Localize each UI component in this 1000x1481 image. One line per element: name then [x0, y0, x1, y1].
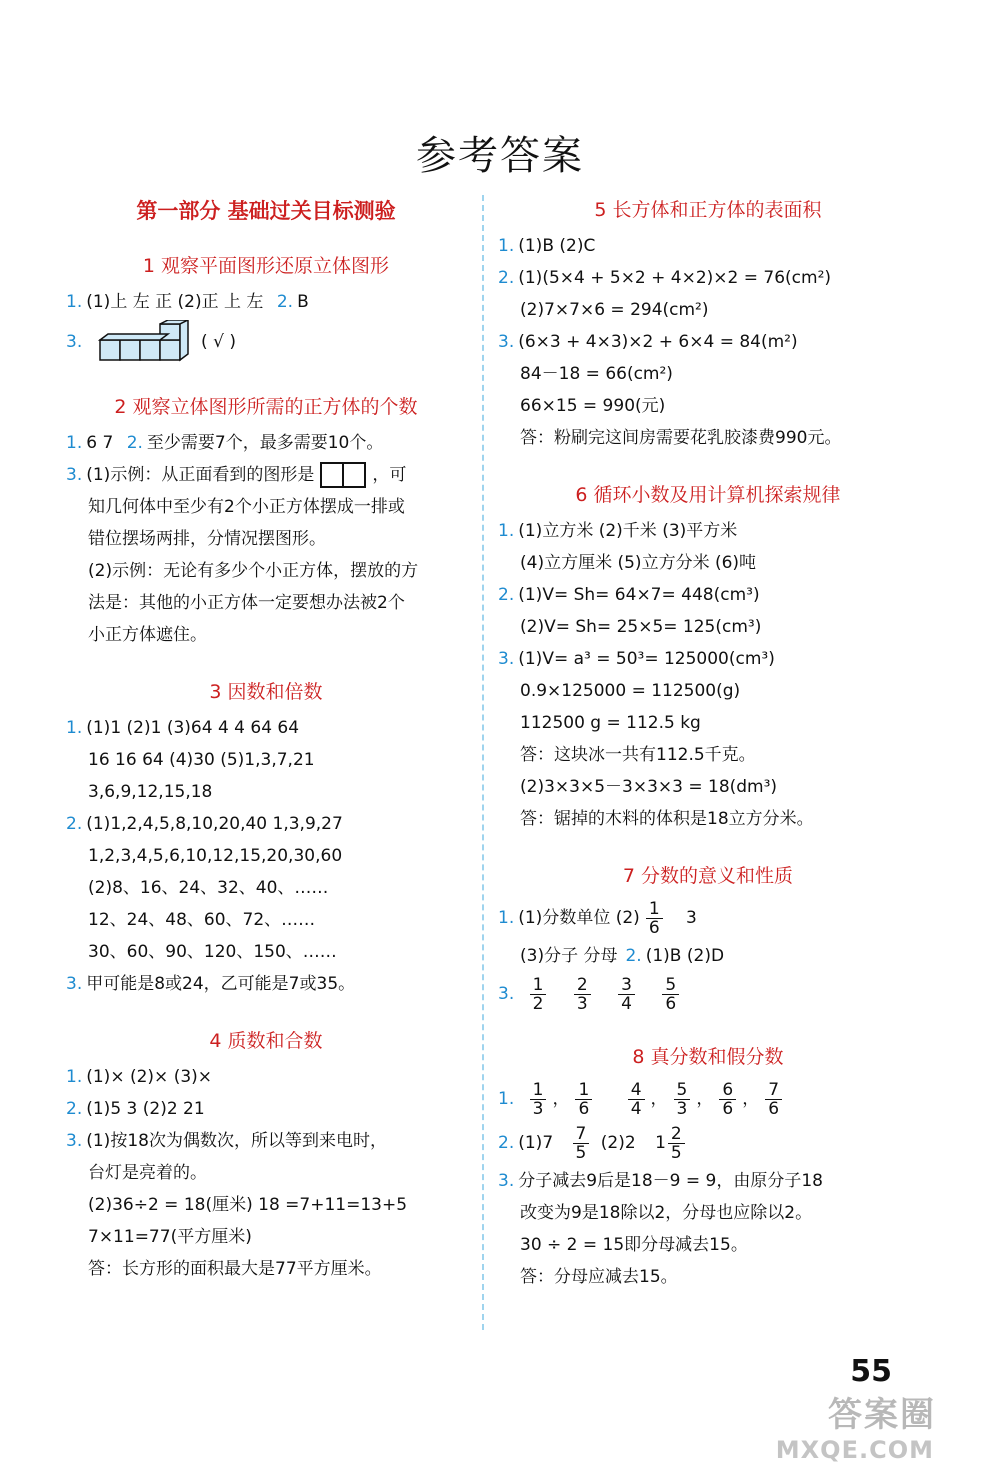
answer-line: 知几何体中至少有2个小正方体摆成一排或 [88, 497, 405, 517]
numerator: 7 [765, 1081, 782, 1100]
question-number: 3. [66, 974, 83, 994]
fraction [618, 976, 635, 1013]
question-number: 1. [498, 236, 515, 256]
answer-line [498, 326, 918, 358]
answer-line: 30、60、90、120、150、…… [88, 942, 337, 962]
denominator: 6 [648, 917, 660, 938]
answer-line: (2)8、16、24、32、40、…… [88, 878, 329, 898]
numerator: 1 [575, 1081, 592, 1100]
answer-text: ( √ ) [201, 332, 236, 352]
numerator: 1 [646, 900, 663, 919]
denominator: 6 [578, 1098, 590, 1119]
fraction [573, 1125, 590, 1162]
denominator: 4 [630, 1098, 642, 1119]
answer-text: (3)分子 分母 [520, 946, 618, 966]
fraction [628, 1081, 645, 1118]
answer-text: (1)B (2)C [518, 236, 596, 256]
answer-line [66, 1061, 466, 1093]
numerator: 2 [574, 976, 591, 995]
denominator: 5 [670, 1142, 682, 1163]
cube-figure-icon [98, 320, 190, 364]
answer-line [498, 515, 918, 547]
answer-line [498, 579, 918, 611]
numerator: 7 [573, 1125, 590, 1144]
answer-line: (4)立方厘米 (5)立方分米 (6)吨 [520, 553, 757, 573]
answer-line: 7×11=77(平方厘米) [88, 1227, 252, 1247]
section-title-8: 8 真分数和假分数 [632, 1046, 784, 1068]
answer-text: 分子减去9后是18－9 = 9，由原分子18 [518, 1171, 823, 1191]
answer-text: (1)7 [518, 1133, 554, 1153]
answer-text: (1)V= a³ = 50³= 125000(cm³) [518, 649, 775, 669]
answer-line [66, 459, 466, 491]
answer-line: 法是：其他的小正方体一定要想办法被2个 [88, 593, 405, 613]
answer-text: (1)× (2)× (3)× [86, 1067, 213, 1087]
answer-line: 12、24、48、60、72、…… [88, 910, 316, 930]
answer-text: (6×3 + 4×3)×2 + 6×4 = 84(m²) [518, 332, 798, 352]
fraction [575, 1081, 592, 1118]
question-number: 2. [498, 585, 515, 605]
answer-text: (1)示例：从正面看到的图形是 [86, 465, 315, 485]
question-number: 1. [498, 1089, 515, 1109]
page-number: 55 [850, 1354, 892, 1389]
answer-line: 30 ÷ 2 = 15即分母减去15。 [520, 1235, 748, 1255]
denominator: 3 [576, 993, 588, 1014]
answer-line: 台灯是亮着的。 [88, 1163, 207, 1183]
section-title-3: 3 因数和倍数 [209, 681, 323, 703]
answer-line [66, 318, 466, 366]
question-number: 1. [498, 908, 515, 928]
answer-line [498, 1165, 918, 1197]
section-title-5: 5 长方体和正方体的表面积 [594, 199, 822, 221]
answer-line: 答：长方形的面积最大是77平方厘米。 [88, 1259, 382, 1279]
numerator: 6 [719, 1081, 736, 1100]
answer-line: (2)7×7×6 = 294(cm²) [520, 300, 709, 320]
watermark-logo: 答案圈 [828, 1395, 936, 1435]
answer-text: 甲可能是8或24，乙可能是7或35。 [86, 974, 356, 994]
answer-line: 小正方体遮住。 [88, 625, 207, 645]
left-column [66, 195, 466, 1285]
answer-line: 16 16 64 (4)30 (5)1,3,7,21 [88, 750, 315, 770]
answer-text: 至少需要7个，最多需要10个。 [146, 433, 384, 453]
answer-line [498, 896, 918, 940]
watermark-url: MXQE.COM [775, 1436, 934, 1464]
numerator: 3 [618, 976, 635, 995]
answer-line: (2)36÷2 = 18(厘米) 18 =7+11=13+5 [88, 1195, 408, 1215]
answer-text: (1)(5×4 + 5×2 + 4×2)×2 = 76(cm²) [518, 268, 832, 288]
answer-text: (1)立方米 (2)千米 (3)平方米 [518, 521, 738, 541]
fraction [530, 1081, 547, 1118]
question-number: 3. [66, 1131, 83, 1151]
numerator: 5 [674, 1081, 691, 1100]
answer-text: 6 7 [86, 433, 114, 453]
numerator: 5 [662, 976, 679, 995]
answer-line: 0.9×125000 = 112500(g) [520, 681, 741, 701]
question-number: 2. [276, 292, 294, 312]
answer-text: B [297, 292, 309, 312]
page-title: 参考答案 [416, 133, 584, 179]
answer-text: ，可 [372, 465, 407, 485]
answer-line [498, 230, 918, 262]
answer-line [498, 643, 918, 675]
column-divider [482, 195, 484, 1330]
right-column [498, 195, 918, 1293]
answer-text: (1)1,2,4,5,8,10,20,40 1,3,9,27 [86, 814, 343, 834]
answer-text: (1)V= Sh= 64×7= 448(cm³) [518, 585, 760, 605]
section-title-4: 4 质数和合数 [209, 1030, 323, 1052]
fraction [668, 1125, 685, 1162]
section-title-1: 1 观察平面图形还原立体图形 [142, 255, 390, 277]
answer-line: 66×15 = 990(元) [520, 396, 666, 416]
answer-line: (2)V= Sh= 25×5= 125(cm³) [520, 617, 762, 637]
answer-text: (1)分数单位 (2) [518, 908, 640, 928]
numerator: 2 [668, 1125, 685, 1144]
separator: ， [742, 1089, 760, 1109]
fraction [574, 976, 591, 1013]
denominator: 6 [665, 993, 677, 1014]
part-title: 第一部分 基础过关目标测验 [136, 199, 396, 223]
answer-line [498, 972, 918, 1016]
answer-line [66, 712, 466, 744]
answer-line: (2)示例：无论有多少个小正方体，摆放的方 [88, 561, 419, 581]
question-number: 2. [498, 268, 515, 288]
answer-text: (1)5 3 (2)2 21 [86, 1099, 205, 1119]
answer-line [66, 1093, 466, 1125]
question-number: 1. [66, 718, 83, 738]
numerator: 1 [530, 976, 547, 995]
denominator: 2 [532, 993, 544, 1014]
answer-line [498, 1077, 918, 1121]
answer-line: 答：粉刷完这间房需要花乳胶漆费990元。 [520, 428, 842, 448]
separator: ， [650, 1089, 668, 1109]
question-number: 2. [126, 433, 143, 453]
question-number: 3. [66, 332, 83, 352]
answer-text: (1)按18次为偶数次，所以等到来电时， [86, 1131, 387, 1151]
question-number: 2. [66, 814, 83, 834]
separator: ， [552, 1089, 570, 1109]
fraction [719, 1081, 736, 1118]
answer-text: (1)1 (2)1 (3)64 4 4 64 64 [86, 718, 300, 738]
section-title-2: 2 观察立体图形所需的正方体的个数 [114, 396, 418, 418]
answer-text: (1)上 左 正 (2)正 上 左 [86, 292, 264, 312]
separator: ， [696, 1089, 714, 1109]
answer-line: 答：锯掉的木料的体积是18立方分米。 [520, 809, 814, 829]
answer-line [498, 262, 918, 294]
answer-line [66, 808, 466, 840]
question-number: 2. [498, 1133, 515, 1153]
answer-line [66, 427, 466, 459]
denominator: 5 [575, 1142, 587, 1163]
numerator: 4 [628, 1081, 645, 1100]
denominator: 6 [768, 1098, 780, 1119]
answer-text: (2)2 [600, 1133, 636, 1153]
denominator: 4 [621, 993, 632, 1014]
answer-line: 答：这块冰一共有112.5千克。 [520, 745, 756, 765]
question-number: 1. [498, 521, 515, 541]
question-number: 3. [498, 984, 515, 1004]
section-title-6: 6 循环小数及用计算机探索规律 [575, 484, 841, 506]
denominator: 3 [676, 1098, 688, 1119]
fraction [646, 900, 663, 937]
answer-line [498, 1121, 918, 1165]
answer-line [66, 968, 466, 1000]
fraction [530, 976, 547, 1013]
fraction [765, 1081, 782, 1118]
answer-line: (2)3×3×5－3×3×3 = 18(dm³) [520, 777, 778, 797]
mixed-whole: 1 [655, 1133, 666, 1153]
fraction [662, 976, 679, 1013]
answer-line: 答：分母应减去15。 [520, 1267, 678, 1287]
question-number: 2. [625, 946, 642, 966]
answer-line: 1,2,3,4,5,6,10,12,15,20,30,60 [88, 846, 343, 866]
answer-line [498, 940, 918, 972]
question-number: 1. [66, 433, 83, 453]
fraction [674, 1081, 691, 1118]
question-number: 1. [66, 292, 83, 312]
answer-text: 3 [686, 908, 697, 928]
section-title-7: 7 分数的意义和性质 [622, 865, 794, 887]
question-number: 3. [498, 1171, 515, 1191]
denominator: 3 [532, 1098, 544, 1119]
numerator: 1 [530, 1081, 547, 1100]
answer-line: 3,6,9,12,15,18 [88, 782, 213, 802]
answer-line [66, 286, 466, 318]
question-number: 3. [66, 465, 83, 485]
question-number: 2. [66, 1099, 83, 1119]
answer-line [66, 1125, 466, 1157]
answer-line: 112500 g = 112.5 kg [520, 713, 701, 733]
answer-line: 84－18 = 66(cm²) [520, 364, 673, 384]
question-number: 1. [66, 1067, 83, 1087]
two-square-figure-icon [320, 462, 366, 488]
answer-line: 错位摆场两排，分情况摆图形。 [88, 529, 326, 549]
denominator: 6 [722, 1098, 734, 1119]
answer-line: 改变为9是18除以2，分母也应除以2。 [520, 1203, 813, 1223]
question-number: 3. [498, 332, 515, 352]
answer-text: (1)B (2)D [645, 946, 725, 966]
question-number: 3. [498, 649, 515, 669]
